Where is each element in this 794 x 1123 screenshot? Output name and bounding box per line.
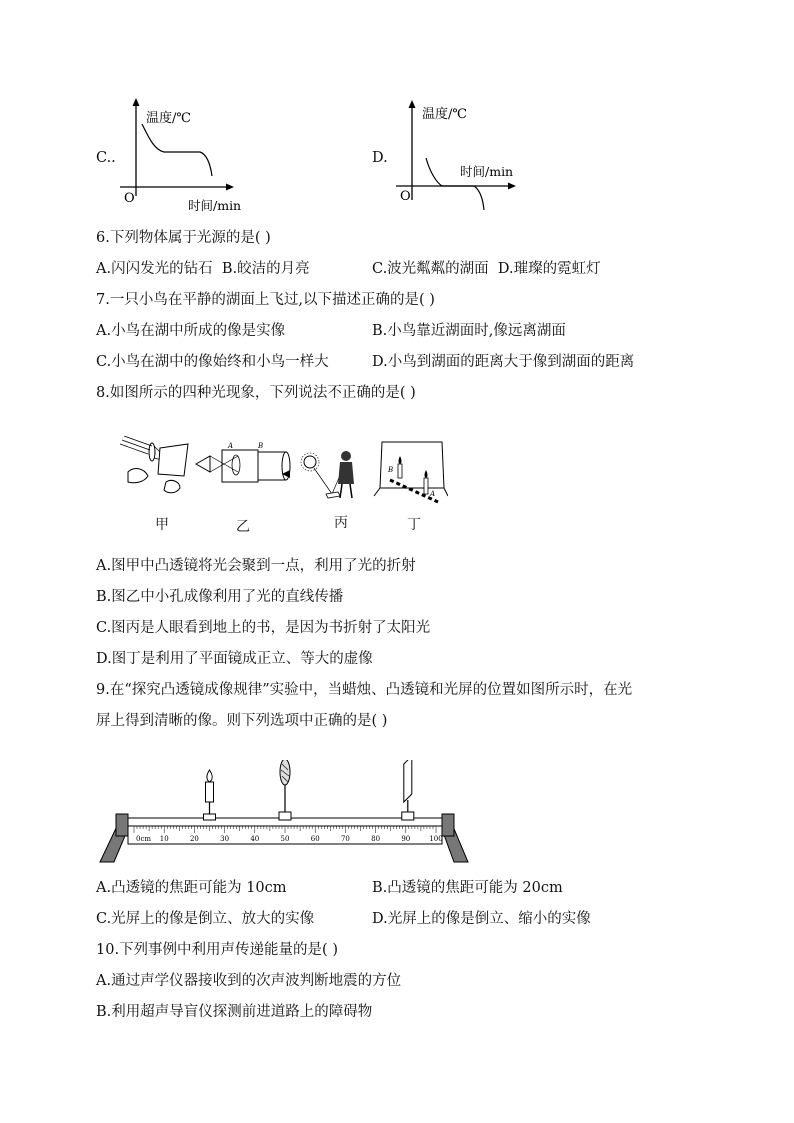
ruler-tick-label: 80	[371, 835, 381, 843]
graph-c-xlabel: 时间/min	[188, 198, 242, 213]
figure-ding-mark-a: A	[430, 490, 436, 498]
ruler-tick-label: 90	[401, 835, 411, 843]
q9-stem-line2: 屏上得到清晰的像。则下列选项中正确的是( )	[96, 713, 388, 729]
q9-option-d: D.光屏上的像是倒立、缩小的实像	[372, 911, 591, 927]
q10-stem: 10.下列事例中利用声传递能量的是( )	[96, 942, 338, 958]
q7-option-b: B.小鸟靠近湖面时,像远离湖面	[372, 323, 566, 339]
figure-label-jia: 甲	[155, 517, 169, 533]
figure-bing-sun-person	[301, 451, 354, 498]
q8-stem: 8.如图所示的四种光现象，下列说法不正确的是( )	[96, 385, 416, 401]
figure-yi-mark-a: A	[228, 442, 234, 450]
q10-option-a: A.通过声学仪器接收到的次声波判断地震的方位	[96, 973, 402, 989]
ruler-tick-label: 40	[250, 835, 260, 843]
q6-option-b: B.皎洁的月亮	[221, 261, 310, 277]
graph-d-ylabel: 温度/℃	[422, 107, 467, 122]
bench-right-block	[442, 814, 454, 836]
graph-c	[110, 96, 250, 214]
q8-figure	[118, 436, 448, 508]
graph-d	[390, 96, 530, 214]
q6-option-d: D.璀璨的霓虹灯	[497, 261, 601, 277]
q9-option-c: C.光屏上的像是倒立、放大的实像	[96, 911, 315, 927]
graph-d-xlabel: 时间/min	[460, 164, 514, 179]
figure-ding-mirror	[374, 442, 448, 502]
q7-stem: 7.一只小鸟在平静的湖面上飞过,以下描述正确的是( )	[96, 292, 435, 308]
ruler-tick-label: 10	[159, 835, 169, 843]
ruler-tick-label: 0cm	[136, 835, 152, 843]
q9-stem-line1: 9.在“探究凸透镜成像规律”实验中，当蜡烛、凸透镜和光屏的位置如图所示时，在光	[96, 682, 633, 698]
graph-c-ylabel: 温度/℃	[146, 111, 191, 126]
candle	[204, 770, 216, 820]
figure-label-bing: 丙	[334, 515, 348, 531]
graph-d-curve-1	[426, 158, 442, 186]
ruler-tick-label: 30	[220, 835, 230, 843]
q6-option-c: C.波光粼粼的湖面	[372, 261, 489, 277]
ruler-tick-label: 70	[340, 835, 350, 843]
q6-options	[96, 259, 310, 279]
graph-d-option-label: D.	[372, 150, 388, 166]
optical-bench	[96, 760, 476, 868]
graph-c-origin: O	[124, 191, 135, 206]
q8-option-b: B.图乙中小孔成像利用了光的直线传播	[96, 589, 344, 605]
figure-jia-lens-rays	[120, 436, 188, 493]
figure-label-ding: 丁	[407, 517, 421, 533]
q10-option-b: B.利用超声导盲仪探测前进道路上的障碍物	[96, 1004, 373, 1020]
ruler-tick-label: 100	[429, 835, 443, 843]
q8-option-d: D.图丁是利用了平面镜成正立、等大的虚像	[96, 651, 373, 667]
ruler-tick-label: 50	[280, 835, 290, 843]
light-screen	[402, 760, 414, 820]
figure-label-yi: 乙	[236, 519, 250, 535]
graph-c-curve	[142, 124, 212, 176]
q6-stem: 6.下列物体属于光源的是( )	[96, 230, 271, 246]
q8-option-a: A.图甲中凸透镜将光会聚到一点，利用了光的折射	[96, 558, 416, 574]
q9-option-b: B.凸透镜的焦距可能为 20cm	[372, 880, 563, 896]
q7-option-c: C.小鸟在湖中的像始终和小鸟一样大	[96, 354, 329, 370]
graph-d-origin: O	[400, 189, 411, 204]
q8-option-c: C.图丙是人眼看到地上的书，是因为书折射了太阳光	[96, 620, 431, 636]
ruler-tick-label: 20	[189, 835, 199, 843]
graph-d-curve-2	[442, 186, 484, 210]
figure-yi-mark-b: B	[258, 442, 264, 450]
convex-lens	[279, 760, 291, 820]
q6-options-cd	[372, 259, 601, 279]
figure-ding-mark-b: B	[388, 466, 394, 474]
bench-left-block	[116, 814, 128, 836]
q7-option-a: A.小鸟在湖中所成的像是实像	[96, 323, 286, 339]
q7-option-d: D.小鸟到湖面的距离大于像到湖面的距离	[372, 354, 635, 370]
q9-option-a: A.凸透镜的焦距可能为 10cm	[96, 880, 287, 896]
q6-option-a: A.闪闪发光的钻石	[96, 261, 213, 277]
graph-c-option-label: C..	[96, 150, 116, 166]
figure-yi-pinhole	[196, 442, 290, 482]
ruler-tick-label: 60	[310, 835, 320, 843]
